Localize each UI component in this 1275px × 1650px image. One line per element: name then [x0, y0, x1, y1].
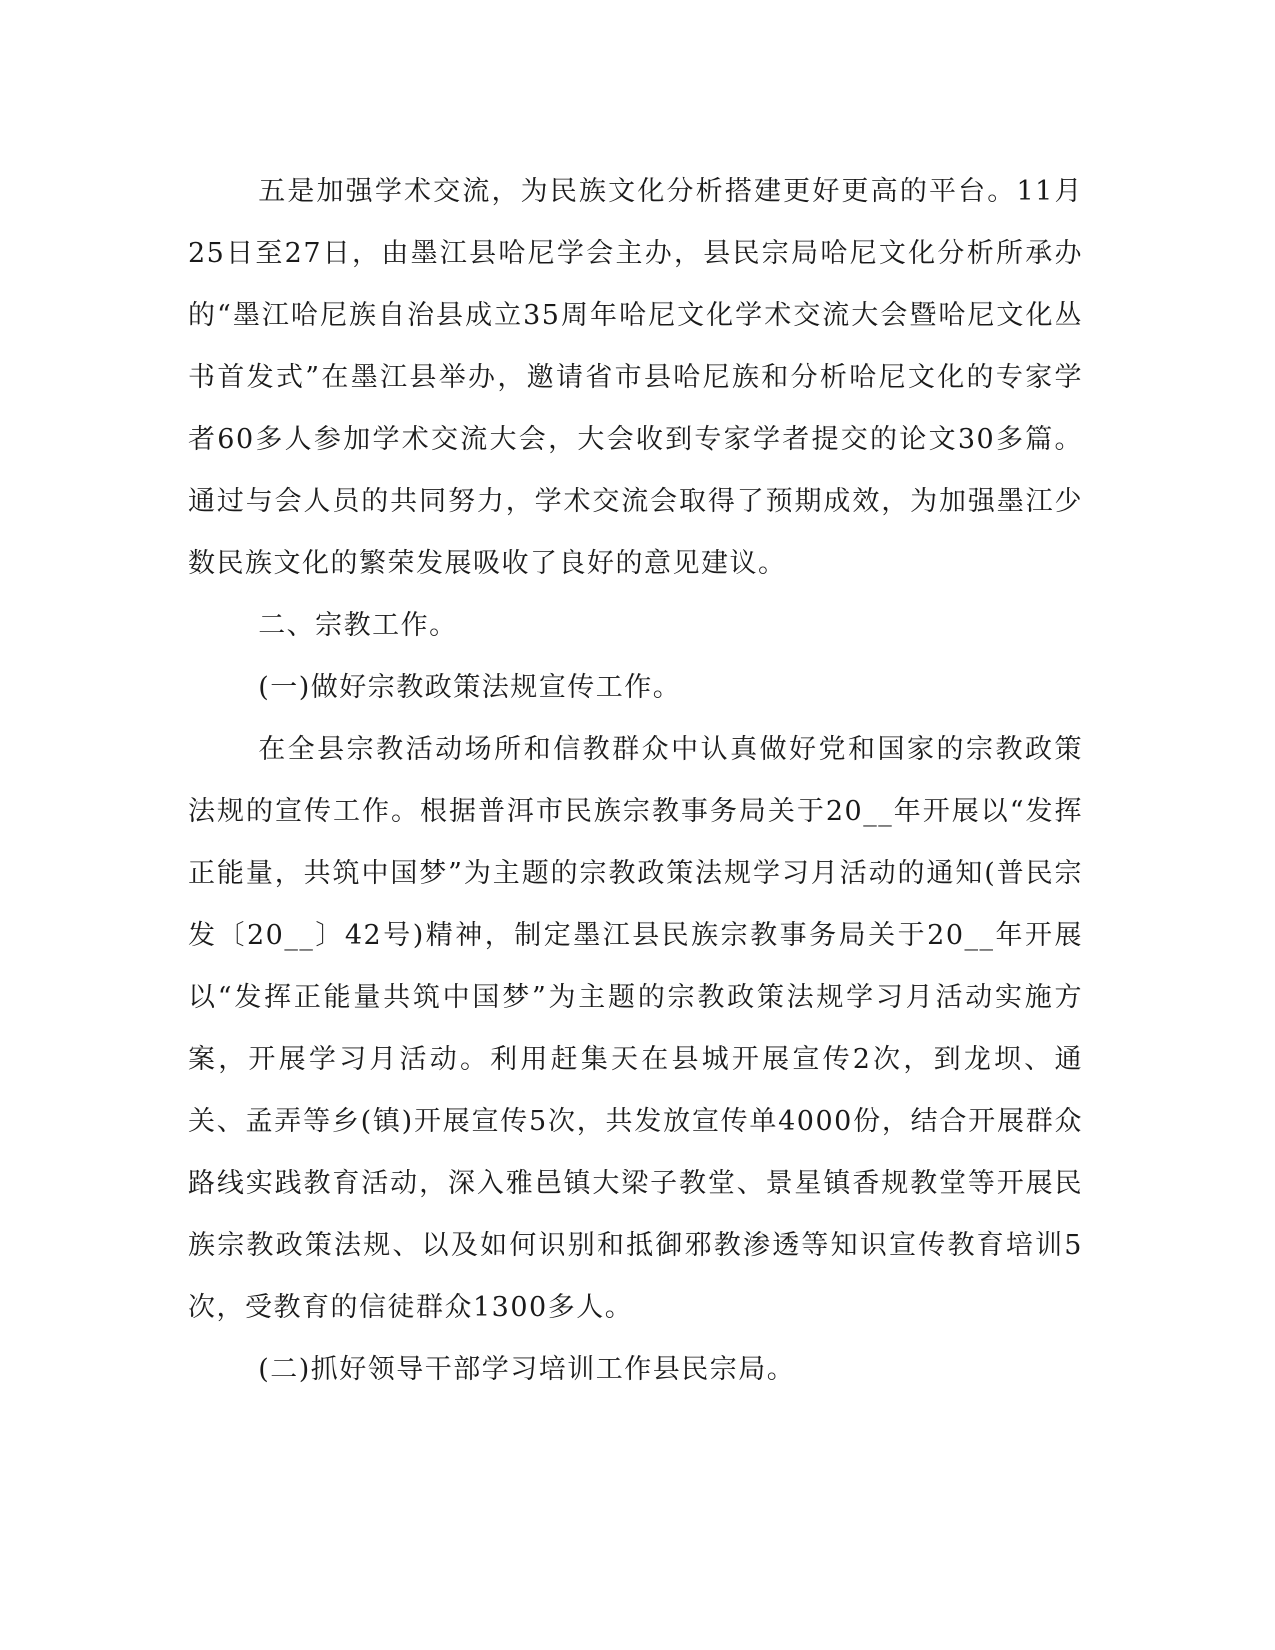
document-body: [188, 161, 1083, 1401]
section-heading-religious-work: 二、宗教工作。: [258, 610, 458, 641]
paragraph-academic-exchange: 五是加强学术交流，为民族文化分析搭建更好更高的平台。11月25日至27日，由墨江县哈尼学会主办，县民宗局哈尼文化分析所承办的“墨江哈尼族自治县成立35周年哈尼文化学术交流大会暨哈尼文化丛书首发式”在墨江县举办，邀请省市县哈尼族和分析哈尼文化的专家学者60多人参加学术交流大会，大会收到专家学者提交的论文30多篇。通过与会人员的共同努力，学术交流会取得了预期成效，为加强墨江少数民族文化的繁荣发展吸收了良好的意见建议。: [188, 176, 1083, 579]
subsection-heading-cadre-training: (二)抓好领导干部学习培训工作县民宗局。: [258, 1354, 796, 1385]
paragraph-policy-publicity: 在全县宗教活动场所和信教群众中认真做好党和国家的宗教政策法规的宣传工作。根据普洱市民族宗教事务局关于20__年开展以“发挥正能量，共筑中国梦”为主题的宗教政策法规学习月活动的通知(普民宗发〔20__〕42号)精神，制定墨江县民族宗教事务局关于20__年开展以“发挥正能量共筑中国梦”为主题的宗教政策法规学习月活动实施方案，开展学习月活动。利用赶集天在县城开展宣传2次，到龙坝、通关、孟弄等乡(镇)开展宣传5次，共发放宣传单4000份，结合开展群众路线实践教育活动，深入雅邑镇大梁子教堂、景星镇香规教堂等开展民族宗教政策法规、以及如何识别和抵御邪教渗透等知识宣传教育培训5次，受教育的信徒群众1300多人。: [188, 734, 1083, 1323]
subsection-heading-policy-publicity: (一)做好宗教政策法规宣传工作。: [258, 672, 682, 703]
